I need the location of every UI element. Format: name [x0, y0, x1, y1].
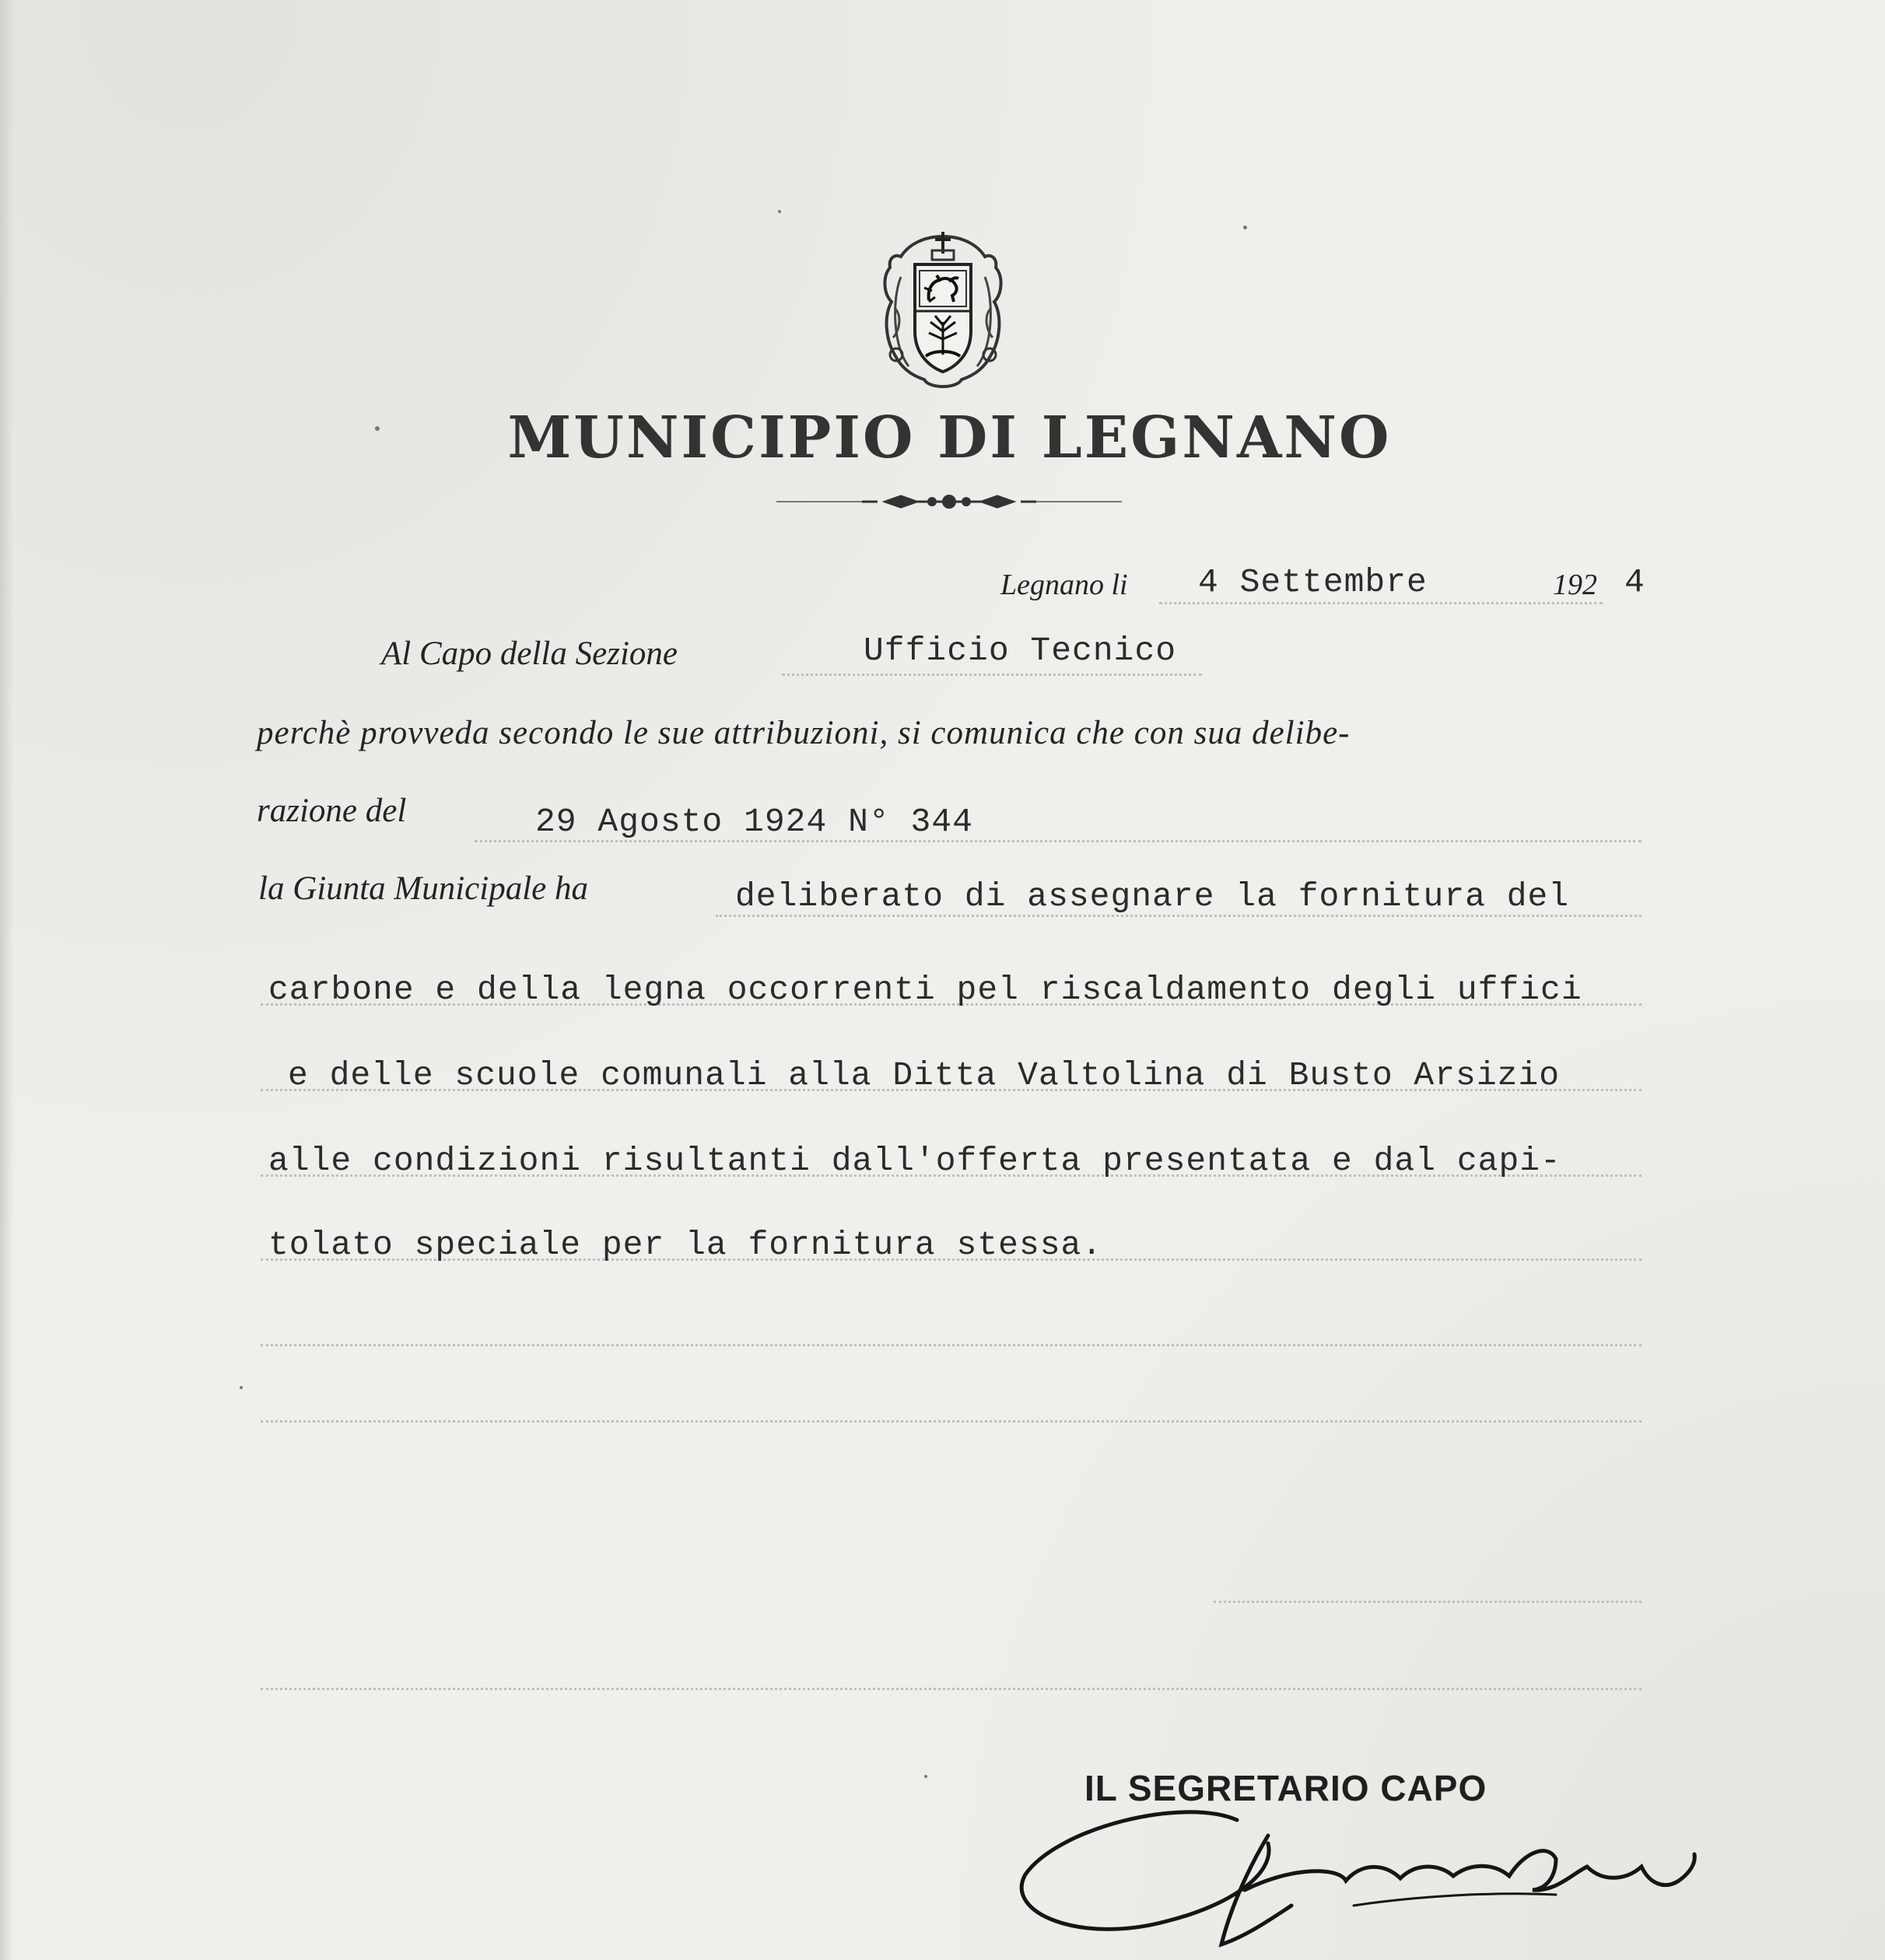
ornament-divider-icon — [776, 490, 1122, 513]
typed-date: 4 Settembre — [1198, 563, 1428, 601]
empty-dotted-line — [261, 1344, 1641, 1346]
empty-dotted-line — [261, 1688, 1641, 1690]
typed-body-line-2: carbone e della legna occorrenti pel riscaldamento degli uffici — [268, 971, 1582, 1009]
typed-section: Ufficio Tecnico — [864, 632, 1177, 670]
paper-speck — [375, 426, 380, 431]
municipality-title: MUNICIPIO DI LEGNANO — [507, 404, 1392, 471]
typed-body-line-5: tolato speciale per la fornitura stessa. — [268, 1226, 1103, 1264]
addressee-dotted-line — [782, 674, 1202, 676]
giunta-label: la Giunta Municipale ha — [258, 870, 588, 907]
typed-body-line-4: alle condizioni risultanti dall'offerta presentata e dal capi- — [268, 1142, 1561, 1180]
paper-speck — [240, 1386, 243, 1389]
paper-speck — [778, 210, 781, 213]
deliberation-label: razione del — [257, 793, 407, 829]
paper-speck — [1243, 226, 1247, 229]
empty-dotted-line — [1214, 1601, 1641, 1603]
typed-body-line-3: e delle scuole comunali alla Ditta Valtolina di Busto Arsizio — [288, 1056, 1561, 1094]
intro-line: perchè provveda secondo le sue attribuzioni, si comunica che con sua delibe- — [257, 715, 1351, 751]
date-dotted-line — [1159, 602, 1603, 604]
date-label: Legnano li — [1000, 569, 1128, 601]
handwritten-signature-icon — [1011, 1789, 1743, 1952]
year-printed: 192 — [1553, 569, 1597, 601]
empty-dotted-line — [261, 1420, 1641, 1423]
typed-deliberation: 29 Agosto 1924 N° 344 — [535, 803, 973, 841]
typed-body-line-1: deliberato di assegnare la fornitura del — [735, 877, 1570, 915]
paper-edge-shadow — [0, 0, 14, 1960]
signatory-title: IL SEGRETARIO CAPO — [1084, 1768, 1487, 1808]
year-typed: 4 — [1624, 563, 1645, 601]
addressee-label: Al Capo della Sezione — [381, 635, 678, 672]
paper-speck — [924, 1775, 927, 1778]
legnano-coat-of-arms-icon — [878, 230, 1008, 394]
